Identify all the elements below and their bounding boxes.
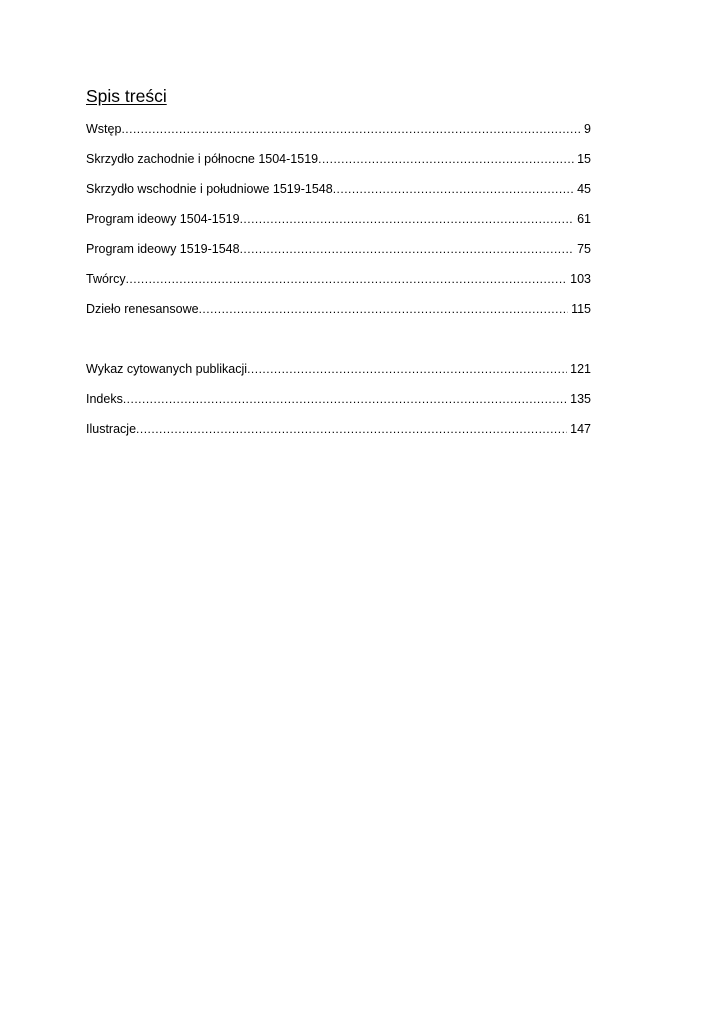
toc-entry-label: Skrzydło zachodnie i północne 1504-1519 xyxy=(86,152,319,166)
dot-leader xyxy=(240,210,575,228)
toc-entry-label: Indeks xyxy=(86,392,123,406)
toc-page-number: 61 xyxy=(577,212,591,226)
toc-page-number: 9 xyxy=(584,122,591,136)
toc-entry-label: Wykaz cytowanych publikacji xyxy=(86,362,248,376)
toc-entry-label: Twórcy xyxy=(86,272,126,286)
toc-page-number: 103 xyxy=(570,272,591,286)
dot-leader xyxy=(121,120,581,138)
toc-entry-wstep[interactable] xyxy=(86,120,591,150)
toc-entry-wykaz-publikacji[interactable] xyxy=(86,360,591,390)
toc-entry-label: Dzieło renesansowe xyxy=(86,302,199,316)
table-of-contents xyxy=(86,120,591,450)
toc-entry-label: Ilustracje xyxy=(86,422,137,436)
dot-leader xyxy=(333,180,574,198)
dot-leader xyxy=(240,240,575,258)
toc-page-number: 45 xyxy=(577,182,591,196)
toc-entry-indeks[interactable] xyxy=(86,390,591,420)
toc-entry-label: Program ideowy 1504-1519 xyxy=(86,212,240,226)
toc-entry-dzielo-renesansowe[interactable] xyxy=(86,300,591,330)
toc-page-number: 121 xyxy=(570,362,591,376)
dot-leader xyxy=(136,420,567,438)
toc-page-number: 75 xyxy=(577,242,591,256)
toc-page-number: 147 xyxy=(570,422,591,436)
dot-leader xyxy=(199,300,569,318)
toc-entry-program-ideowy-1519[interactable] xyxy=(86,240,591,270)
toc-entry-program-ideowy-1504[interactable] xyxy=(86,210,591,240)
toc-entry-label: Program ideowy 1519-1548 xyxy=(86,242,240,256)
toc-entry-skrzydlo-wschodnie[interactable] xyxy=(86,180,591,210)
toc-entry-skrzydlo-zachodnie[interactable] xyxy=(86,150,591,180)
toc-entry-tworcy[interactable] xyxy=(86,270,591,300)
dot-leader xyxy=(318,150,574,168)
toc-page-number: 115 xyxy=(571,302,591,316)
dot-leader xyxy=(247,360,567,378)
dot-leader xyxy=(123,390,567,408)
dot-leader xyxy=(126,270,568,288)
toc-page-number: 15 xyxy=(577,152,591,166)
toc-entry-label: Wstęp xyxy=(86,122,122,136)
toc-entry-label: Skrzydło wschodnie i południowe 1519-1548 xyxy=(86,182,333,196)
page-title: Spis treści xyxy=(86,86,167,106)
toc-page-number: 135 xyxy=(570,392,591,406)
toc-entry-ilustracje[interactable] xyxy=(86,420,591,450)
